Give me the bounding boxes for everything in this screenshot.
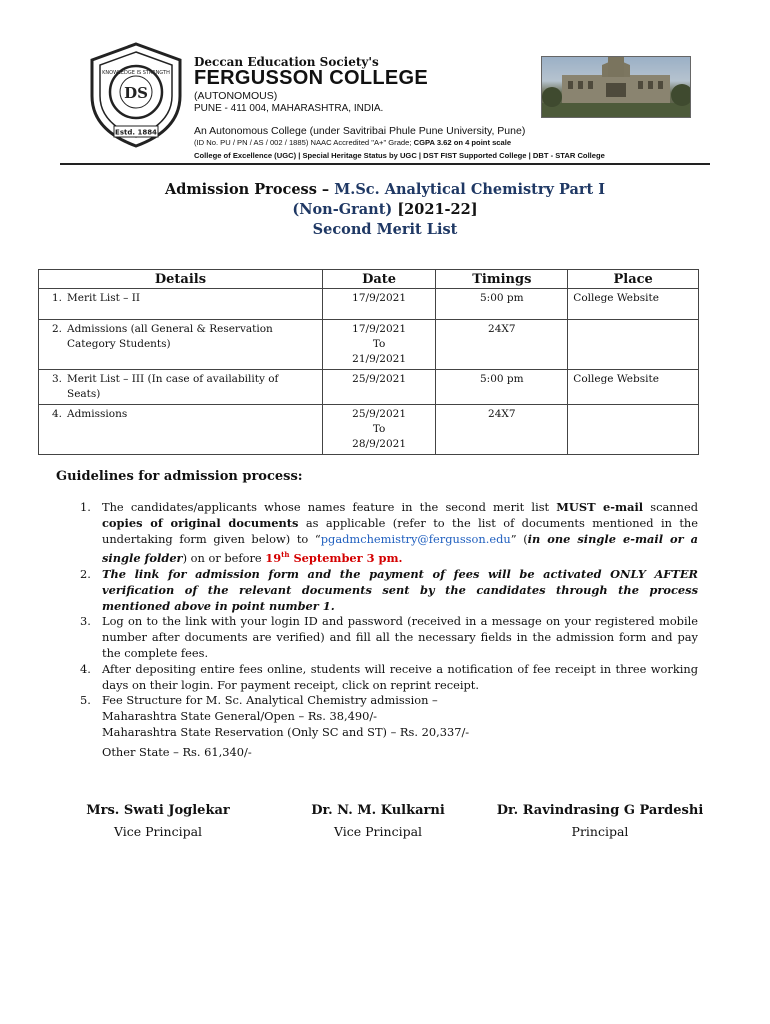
- table-header-row: [39, 270, 699, 289]
- row-details: 2. Admissions (all General & Reservation Category Students): [39, 320, 323, 370]
- society-name: Deccan Education Society's: [194, 55, 379, 69]
- fee-reservation: Maharashtra State Reservation (Only SC and ST) – Rs. 20,337/-: [102, 724, 470, 739]
- guidelines-heading: Guidelines for admission process:: [56, 469, 303, 484]
- row-details: 3. Merit List – III (In case of availability of Seats): [39, 370, 323, 405]
- title-line-1: Admission Process – M.Sc. Analytical Chemistry Part I: [164, 181, 606, 198]
- affiliation-line: An Autonomous College (under Savitribai Phule Pune University, Pune): [194, 125, 526, 137]
- signatory-title: Vice Principal: [113, 824, 203, 839]
- signature-block: [482, 800, 718, 842]
- table-row: [39, 405, 699, 455]
- row-timing: 5:00 pm: [436, 289, 568, 320]
- row-date: 25/9/2021 To 28/9/2021: [322, 405, 435, 455]
- title-line-2: (Non-Grant) [2021-22]: [292, 201, 478, 218]
- header-place: Place: [568, 270, 699, 289]
- signatory-name: Mrs. Swati Joglekar: [86, 803, 230, 818]
- signature-block: [268, 800, 488, 842]
- row-timing: 5:00 pm: [436, 370, 568, 405]
- row-place: College Website: [568, 289, 699, 320]
- list-item: 1. The candidates/applicants whose names feature in the second merit list MUST e-mail scanned copies of original documents as applicable (refer to the list of documents mentioned in the undertaking form given below) to “pgadmchemistry@fergusson.edu” (in one single e-mail or a single folder) on or before 19th September 3 pm.: [80, 500, 699, 566]
- row-timing: 24X7: [436, 405, 568, 455]
- svg-text:DS: DS: [124, 84, 148, 102]
- autonomous-label: (AUTONOMOUS): [194, 90, 278, 102]
- header-timings: Timings: [436, 270, 568, 289]
- page-title: [0, 180, 770, 240]
- college-logo: [80, 38, 192, 150]
- table-row: [39, 289, 699, 320]
- list-item: 2. The link for admission form and the payment of fees will be activated ONLY AFTER verification of the relevant documents sent by the candidates through the process mentioned above in point number 1.: [80, 566, 698, 613]
- signatory-title: Principal: [571, 824, 629, 839]
- fee-general: Maharashtra State General/Open – Rs. 38,490/-: [102, 709, 378, 724]
- title-line-3: Second Merit List: [312, 221, 458, 238]
- college-name: FERGUSSON COLLEGE: [194, 67, 429, 89]
- row-details: 1. Merit List – II: [39, 289, 323, 320]
- guidelines-list: [60, 500, 698, 761]
- svg-text:Estd. 1884: Estd. 1884: [115, 128, 157, 137]
- table-row: [39, 370, 699, 405]
- college-building-photo: [541, 56, 691, 118]
- schedule-table: [38, 269, 699, 455]
- row-date: 17/9/2021 To 21/9/2021: [322, 320, 435, 370]
- accreditation-line: (ID No. PU / PN / AS / 002 / 1885) NAAC Accredited "A+" Grade; CGPA 3.62 on 4 point scale: [194, 138, 512, 147]
- letterhead: [0, 0, 770, 175]
- row-date: 17/9/2021: [322, 289, 435, 320]
- row-place: [568, 320, 699, 370]
- email-link[interactable]: pgadmchemistry@fergusson.edu: [320, 531, 511, 546]
- list-item: 4. After depositing entire fees online, students will receive a notification of fee receipt in three working days on their login. For payment receipt, click on reprint receipt.: [80, 661, 698, 692]
- header-details: Details: [39, 270, 323, 289]
- signatory-title: Vice Principal: [333, 824, 423, 839]
- header-divider: [60, 163, 710, 165]
- signatory-name: Dr. Ravindrasing G Pardeshi: [496, 803, 704, 818]
- deadline: 19th September 3 pm.: [265, 550, 403, 566]
- row-place: College Website: [568, 370, 699, 405]
- signatory-name: Dr. N. M. Kulkarni: [311, 803, 445, 818]
- college-address: PUNE - 411 004, MAHARASHTRA, INDIA.: [194, 103, 384, 114]
- list-item: 5. Fee Structure for M. Sc. Analytical Chemistry admission – Maharashtra State General/Open – Rs. 38,490/- Maharashtra State Reservation (Only SC and ST) – Rs. 20,337/- Other State – Rs. 61,340/-: [102, 693, 698, 760]
- list-item: 3. Log on to the link with your login ID and password (received in a message on your registered mobile number after documents are verified) and fill all the necessary fields in the admission form and pay the complete fees.: [80, 614, 698, 660]
- row-date: 25/9/2021: [322, 370, 435, 405]
- table-row: [39, 320, 699, 370]
- row-details: 4. Admissions: [39, 405, 323, 455]
- signature-block: [48, 800, 268, 842]
- header-date: Date: [322, 270, 435, 289]
- row-place: [568, 405, 699, 455]
- fee-other-state: Other State – Rs. 61,340/-: [102, 744, 252, 759]
- row-timing: 24X7: [436, 320, 568, 370]
- svg-text:KNOWLEDGE IS STRENGTH: KNOWLEDGE IS STRENGTH: [102, 70, 170, 76]
- excellence-line: College of Excellence (UGC) | Special Heritage Status by UGC | DST FIST Supported College | DBT - STAR College: [194, 151, 605, 160]
